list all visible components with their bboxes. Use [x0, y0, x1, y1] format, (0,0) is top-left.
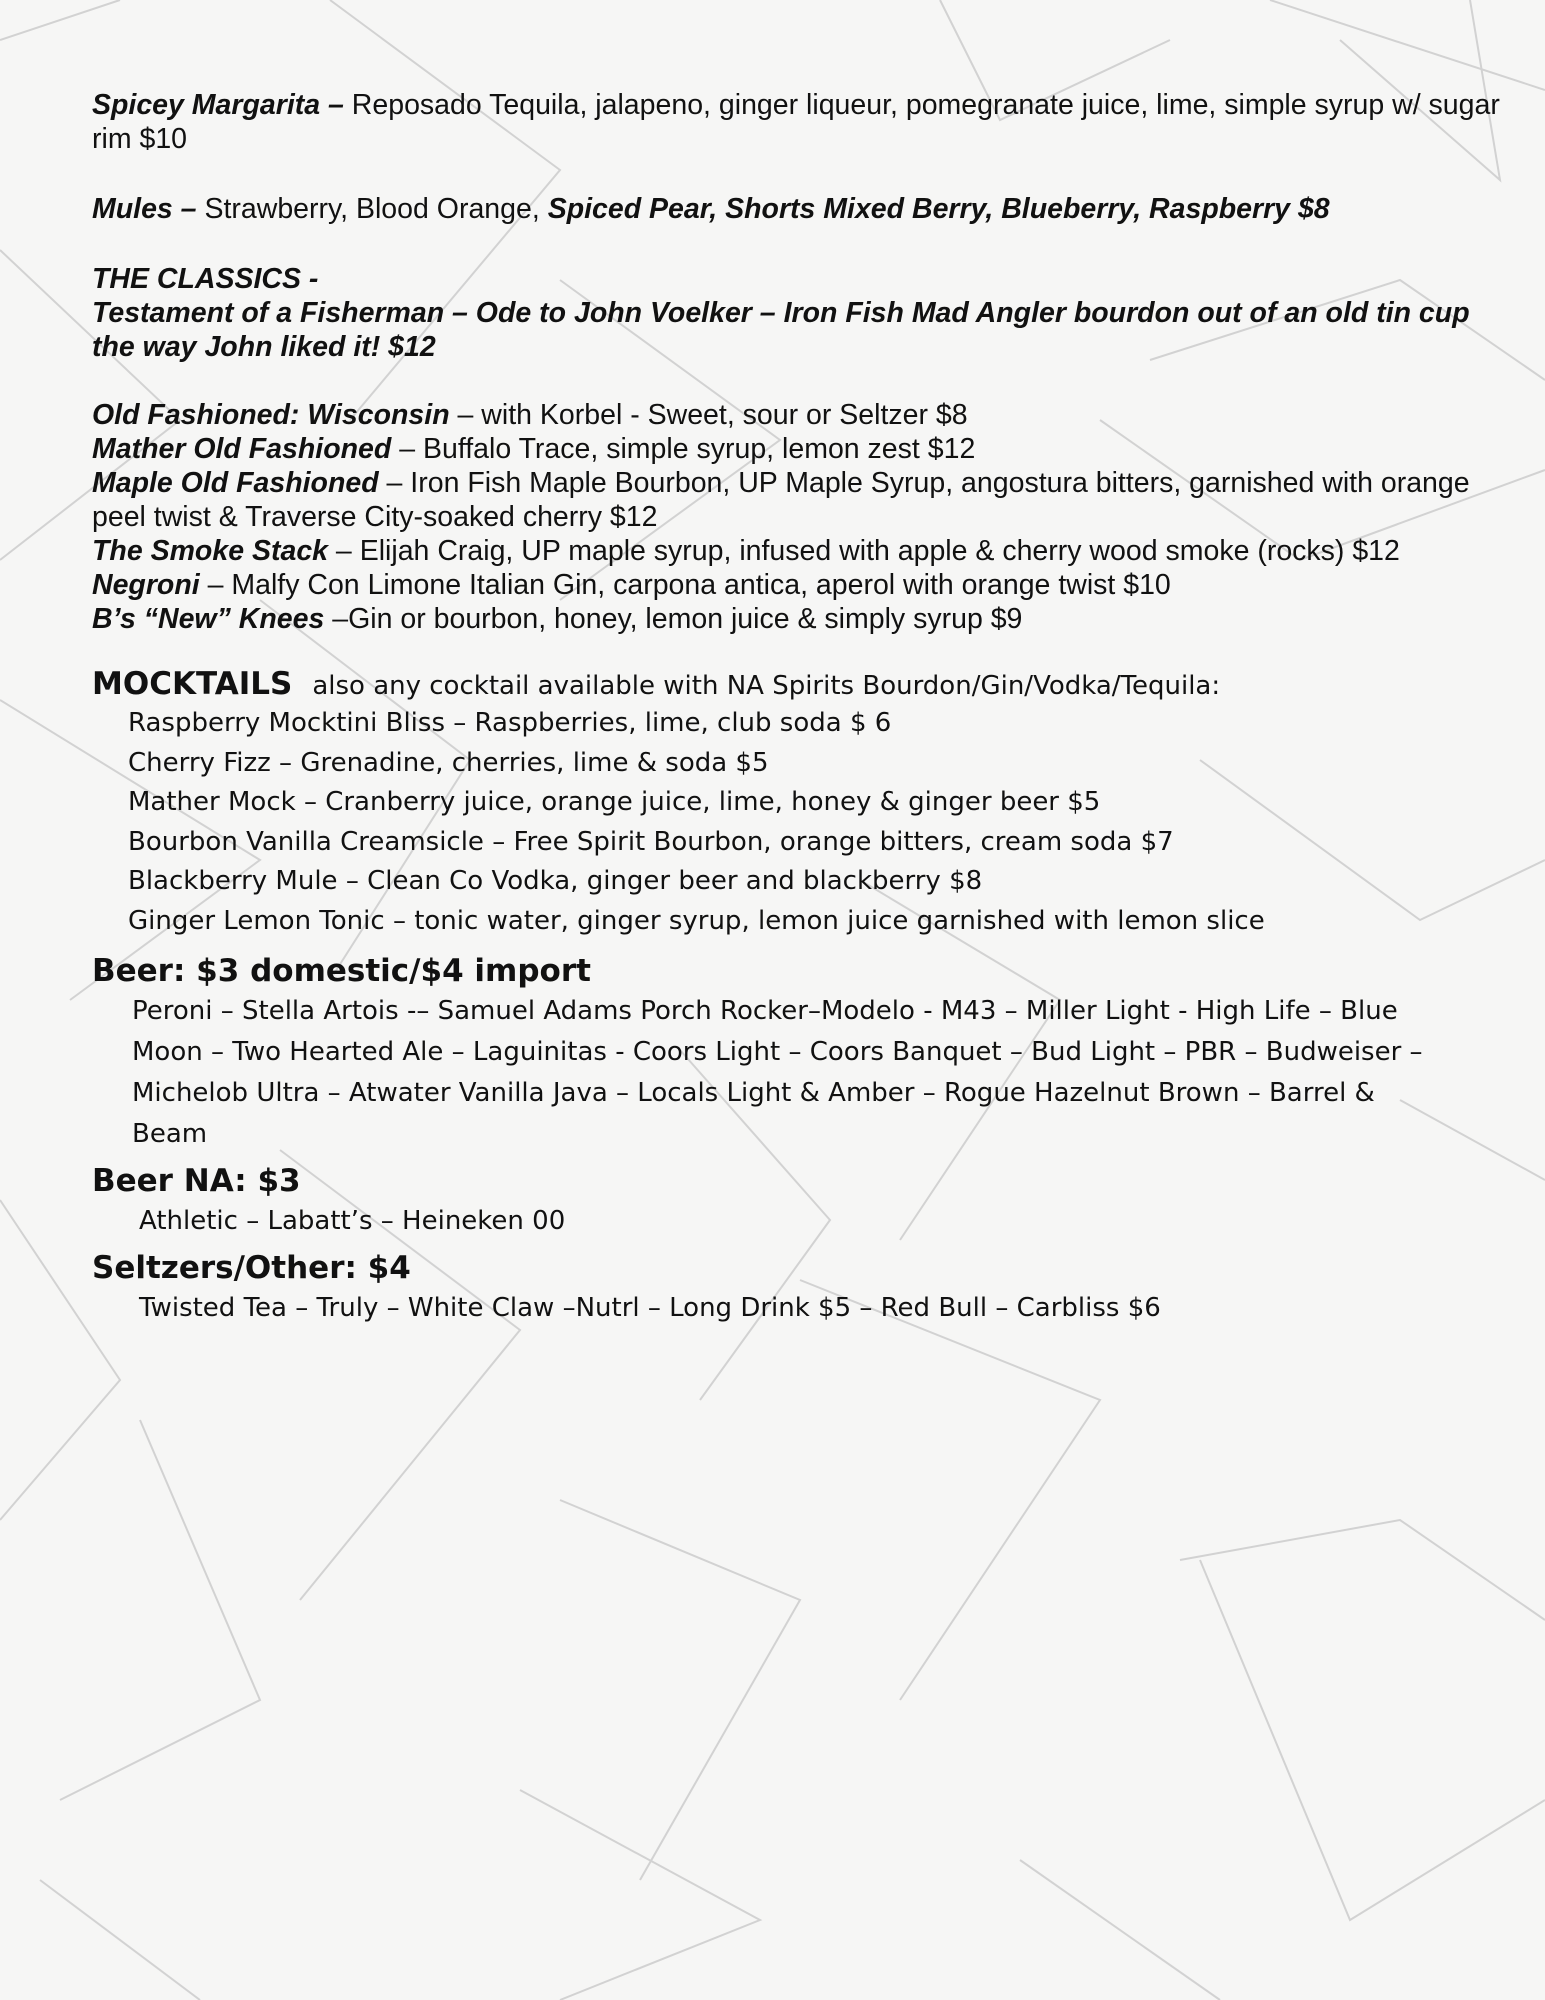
item-name: Spicey Margarita – — [92, 89, 344, 121]
specials-item — [92, 88, 1512, 156]
classics-feature: Testament of a Fisherman – Ode to John Voelker – Iron Fish Mad Angler bourdon out of an old tin cup the way John liked it! $12 — [92, 297, 1470, 363]
item-description: –Gin or bourbon, honey, lemon juice & simply syrup $9 — [324, 603, 1023, 635]
classics-title: THE CLASSICS - — [92, 263, 319, 295]
mocktail-item: Mather Mock – Cranberry juice, orange juice, lime, honey & ginger beer $5 — [128, 787, 1101, 817]
classics-item — [92, 534, 1512, 568]
beer-list: Peroni – Stella Artois -– Samuel Adams Porch Rocker–Modelo - M43 – Miller Light - High Life – Blue Moon – Two Hearted Ale – Laguinitas - Coors Light – Coors Banquet – Bud Light – PBR – Budweiser –Michelob Ultra – Atwater Vanilla Java – Locals Light & Amber – Rogue Hazelnut Brown – Barrel & Beam — [132, 996, 1423, 1149]
mocktails-note: also any cocktail available with NA Spirits Bourdon/Gin/Vodka/Tequila: — [312, 671, 1221, 701]
beer-na-list: Athletic – Labatt’s – Heineken 00 — [139, 1206, 566, 1236]
specials-item — [92, 192, 1512, 226]
seltzers-list: Twisted Tea – Truly – White Claw –Nutrl – Long Drink $5 – Red Bull – Carbliss $6 — [139, 1293, 1161, 1323]
mocktails-title: MOCKTAILS — [92, 666, 293, 702]
item-description-bold: Spiced Pear, Shorts Mixed Berry, Blueberry, Raspberry $8 — [547, 193, 1330, 225]
beer-title: Beer: $3 domestic/$4 import — [92, 953, 591, 989]
item-name: B’s “New” Knees — [92, 603, 325, 635]
classics-item — [92, 466, 1512, 534]
item-name: Old Fashioned: Wisconsin — [92, 399, 450, 431]
drink-menu — [92, 88, 1512, 1329]
mocktails-list — [128, 704, 1512, 941]
item-name: Negroni — [92, 569, 200, 601]
item-description: – Malfy Con Limone Italian Gin, carpona antica, aperol with orange twist $10 — [199, 569, 1171, 601]
item-name: Mather Old Fashioned — [92, 433, 392, 465]
classics-list — [92, 398, 1512, 636]
item-name: Mules – — [92, 193, 197, 225]
mocktail-item: Ginger Lemon Tonic – tonic water, ginger syrup, lemon juice garnished with lemon slice — [128, 905, 1265, 936]
item-name: Maple Old Fashioned — [92, 467, 379, 499]
item-description: Reposado Tequila, jalapeno, ginger liqueur, pomegranate juice, lime, simple syrup w/ sugar rim $10 — [92, 89, 1500, 155]
item-description: Strawberry, Blood Orange, — [196, 193, 548, 225]
beer-na-title: Beer NA: $3 — [92, 1163, 301, 1199]
mocktail-item: Blackberry Mule – Clean Co Vodka, ginger beer and blackberry $8 — [128, 866, 983, 896]
item-description: – Elijah Craig, UP maple syrup, infused with apple & cherry wood smoke (rocks) $12 — [328, 535, 1400, 567]
item-name: The Smoke Stack — [92, 535, 329, 567]
mocktail-item: Bourbon Vanilla Creamsicle – Free Spirit Bourbon, orange bitters, cream soda $7 — [128, 826, 1174, 857]
seltzers-title: Seltzers/Other: $4 — [92, 1250, 411, 1286]
item-description: – with Korbel - Sweet, sour or Seltzer $8 — [449, 399, 968, 431]
classics-item — [92, 432, 1512, 466]
item-description: – Iron Fish Maple Bourbon, UP Maple Syrup, angostura bitters, garnished with orange peel twist & Traverse City-soaked cherry $12 — [92, 467, 1470, 533]
classics-item — [92, 568, 1512, 602]
classics-item — [92, 398, 1512, 432]
mocktail-item: Raspberry Mocktini Bliss – Raspberries, lime, club soda $ 6 — [128, 708, 892, 738]
mocktail-item: Cherry Fizz – Grenadine, cherries, lime & soda $5 — [128, 747, 769, 778]
classics-item — [92, 602, 1512, 636]
mocktails-header — [92, 666, 1512, 704]
item-description: – Buffalo Trace, simple syrup, lemon zest $12 — [391, 433, 976, 465]
